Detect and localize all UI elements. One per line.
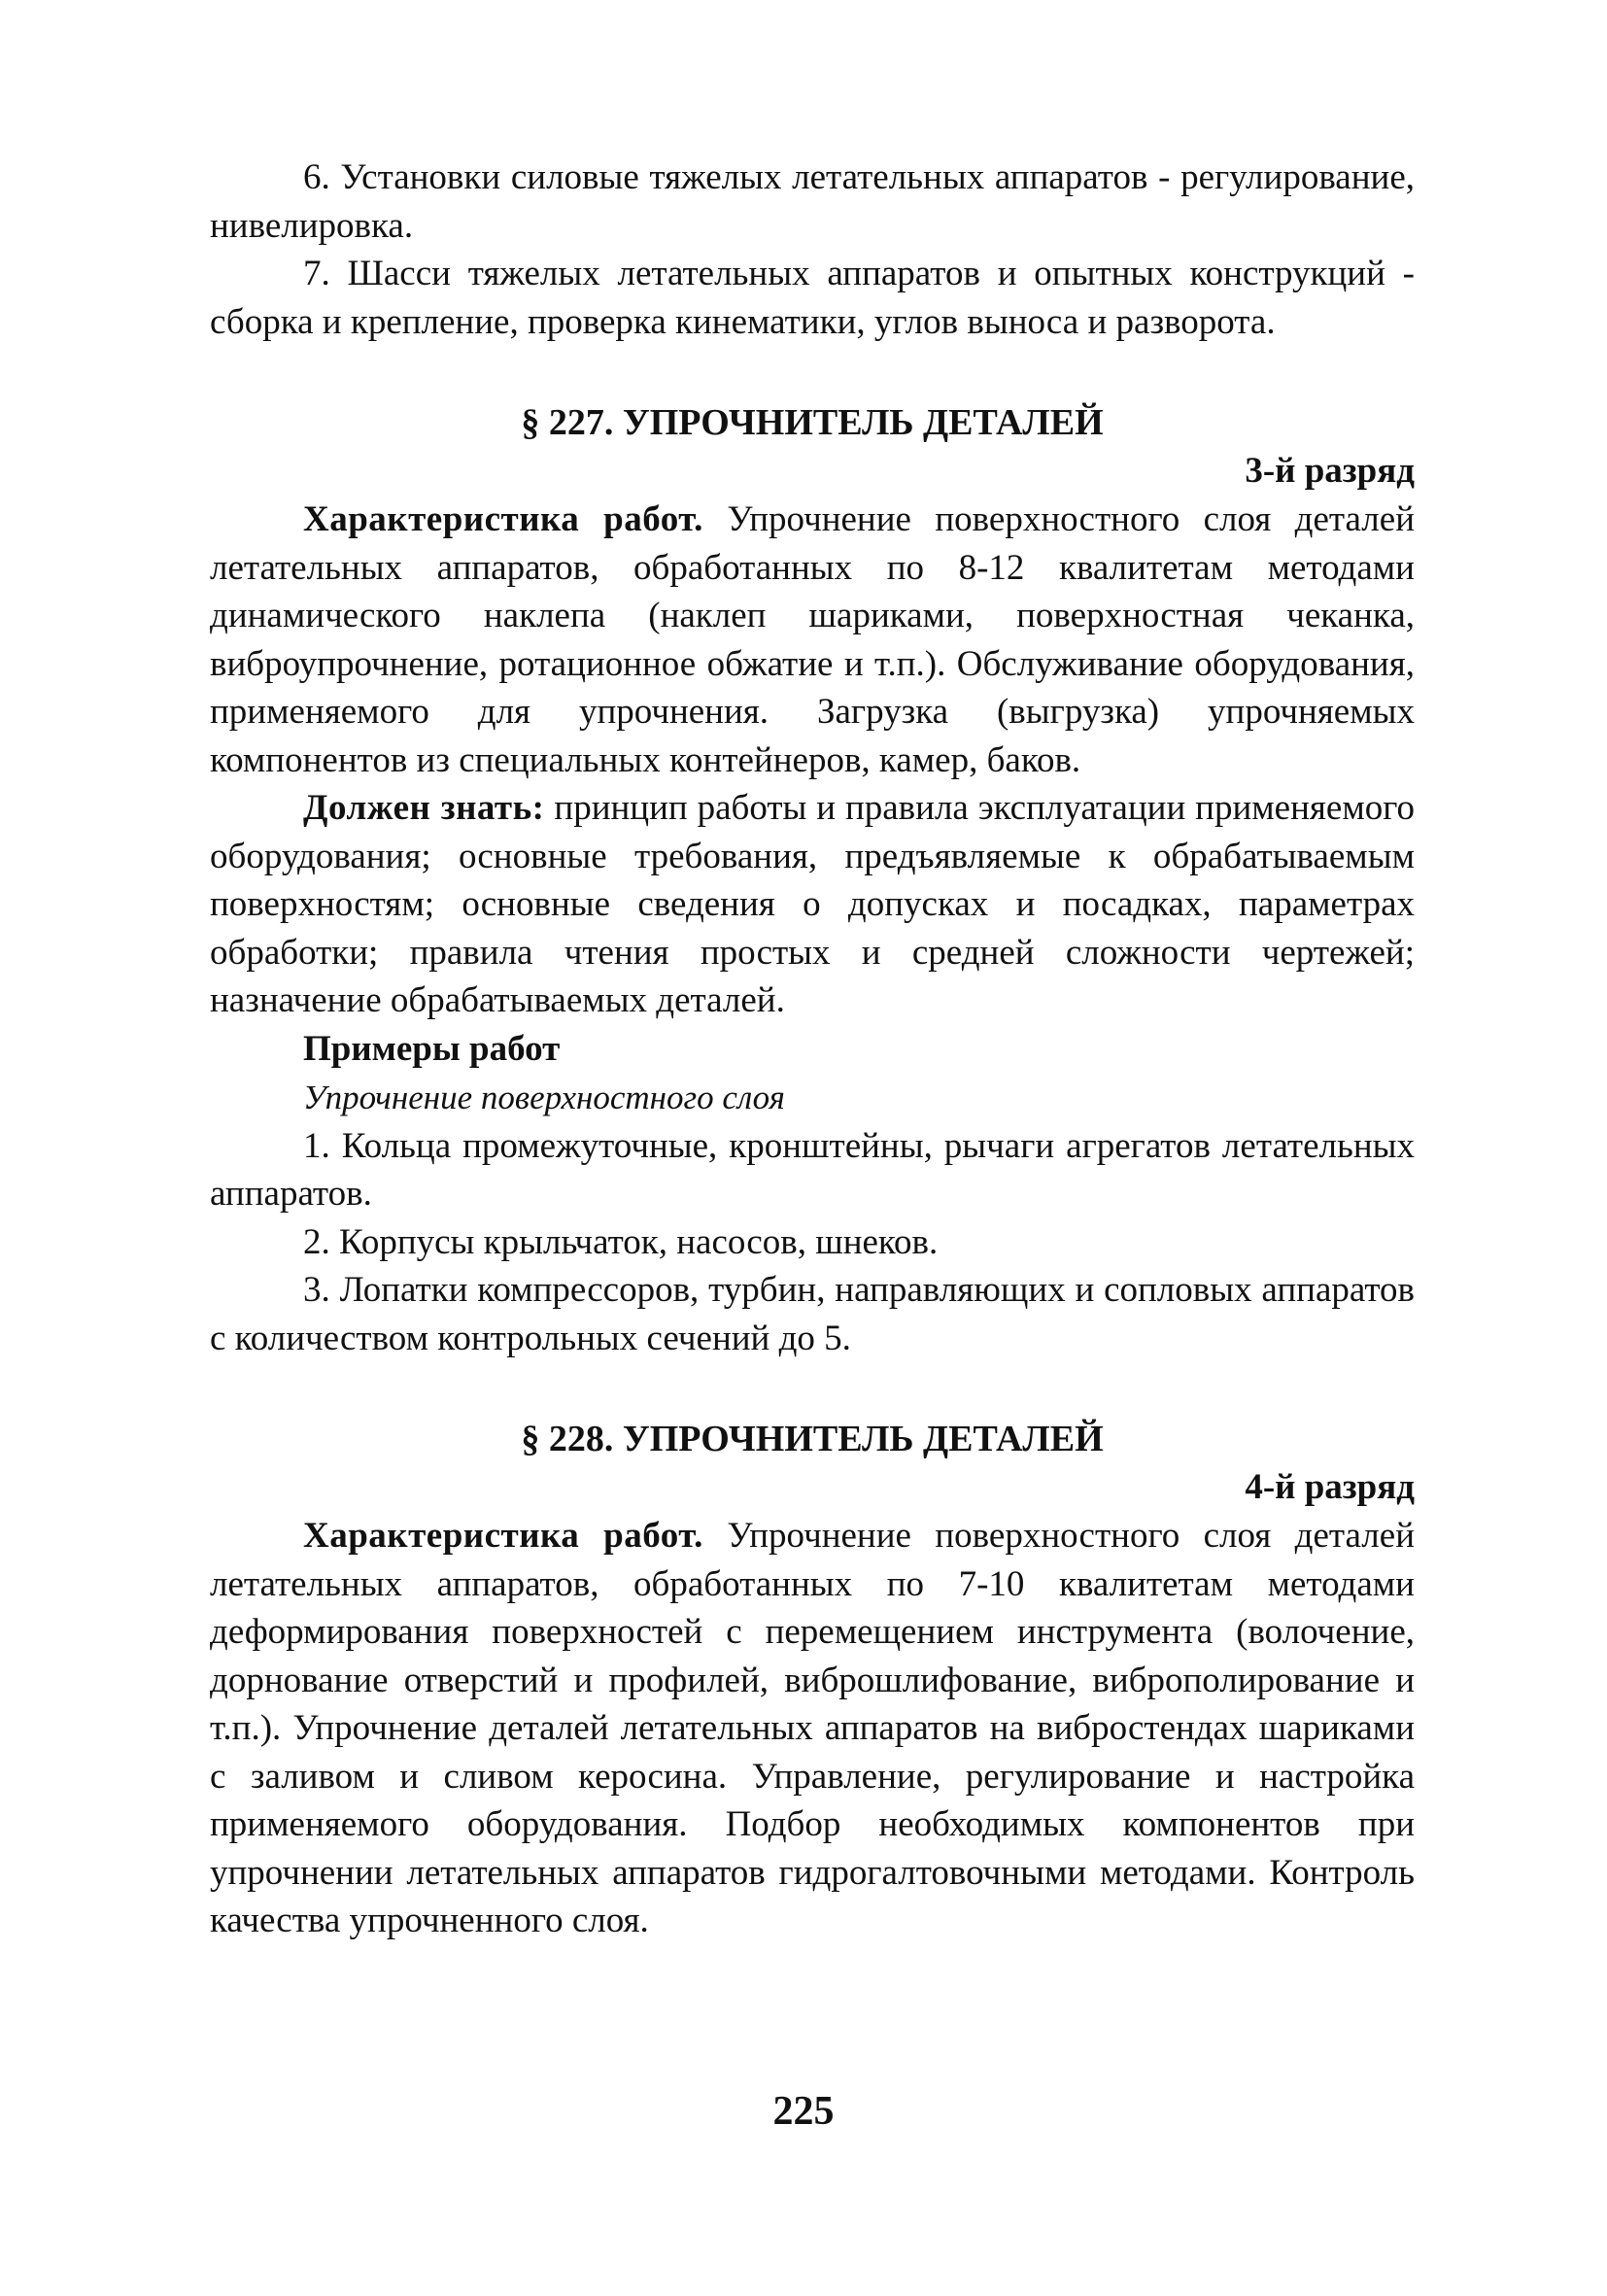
examples-subtitle: Упрочнение поверхностного слоя <box>303 1078 785 1116</box>
document-page <box>210 154 1415 1945</box>
list-item-6: 6. Установки силовые тяжелых летательных аппаратов - регулирование, нивелировка. <box>210 157 1415 246</box>
characteristics-label: Характеристика работ. <box>303 499 703 539</box>
section-228-rank: 4-й разряд <box>1245 1467 1415 1507</box>
spacer <box>210 346 1415 398</box>
section-227-title: § 227. УПРОЧНИТЕЛЬ ДЕТАЛЕЙ <box>521 402 1104 443</box>
section-228-title: § 228. УПРОЧНИТЕЛЬ ДЕТАЛЕЙ <box>521 1419 1104 1459</box>
section-227-knowledge <box>210 784 1415 1025</box>
knowledge-text: принцип работы и правила эксплуатации применяемого оборудования; основные требования, предъявляемые к обрабатываемым поверхностям; основные сведения о допусках и посадках, параметрах обработки; правила чтения простых и средней сложности чертежей; назначение обрабатываемых деталей. <box>210 788 1415 1020</box>
spacer <box>210 1362 1415 1415</box>
examples-title: Примеры работ <box>303 1028 561 1069</box>
example-item: 1. Кольца промежуточные, кронштейны, рычаги агрегатов летательных аппаратов. <box>210 1125 1415 1214</box>
list-item-7: 7. Шасси тяжелых летательных аппаратов и опытных конструкций - сборка и крепление, проверка кинематики, углов выноса и разворота. <box>210 254 1415 342</box>
characteristics-label: Характеристика работ. <box>303 1516 703 1556</box>
section-228-characteristics <box>210 1512 1415 1945</box>
characteristics-text: Упрочнение поверхностного слоя деталей летательных аппаратов, обработанных по 8-12 квалитетам методами динамического наклепа (наклеп шариками, поверхностная чеканка, виброупрочнение, ротационное обжатие и т.п.). Обслуживание оборудования, применяемого для упрочнения. Загрузка (выгрузка) упрочняемых компонентов из специальных контейнеров, камер, баков. <box>210 499 1415 780</box>
knowledge-label: Должен знать: <box>303 788 545 828</box>
example-item: 3. Лопатки компрессоров, турбин, направляющих и сопловых аппаратов с количеством контрольных сечений до 5. <box>210 1270 1415 1358</box>
characteristics-text: Упрочнение поверхностного слоя деталей летательных аппаратов, обработанных по 7-10 квалитетам методами деформирования поверхностей с перемещением инструмента (волочение, дорнование отверстий и профилей, виброшлифование, виброполирование и т.п.). Упрочнение деталей летательных аппаратов на вибростендах шариками с заливом и сливом керосина. Управление, регулирование и настройка применяемого оборудования. Подбор необходимых компонентов при упрочнении летательных аппаратов гидрогалтовочными методами. Контроль качества упрочненного слоя. <box>210 1516 1415 1940</box>
example-item: 2. Корпусы крыльчаток, насосов, шнеков. <box>303 1221 939 1262</box>
section-227-characteristics <box>210 496 1415 784</box>
page-number: 225 <box>772 2089 835 2134</box>
section-227-rank: 3-й разряд <box>1245 451 1415 491</box>
